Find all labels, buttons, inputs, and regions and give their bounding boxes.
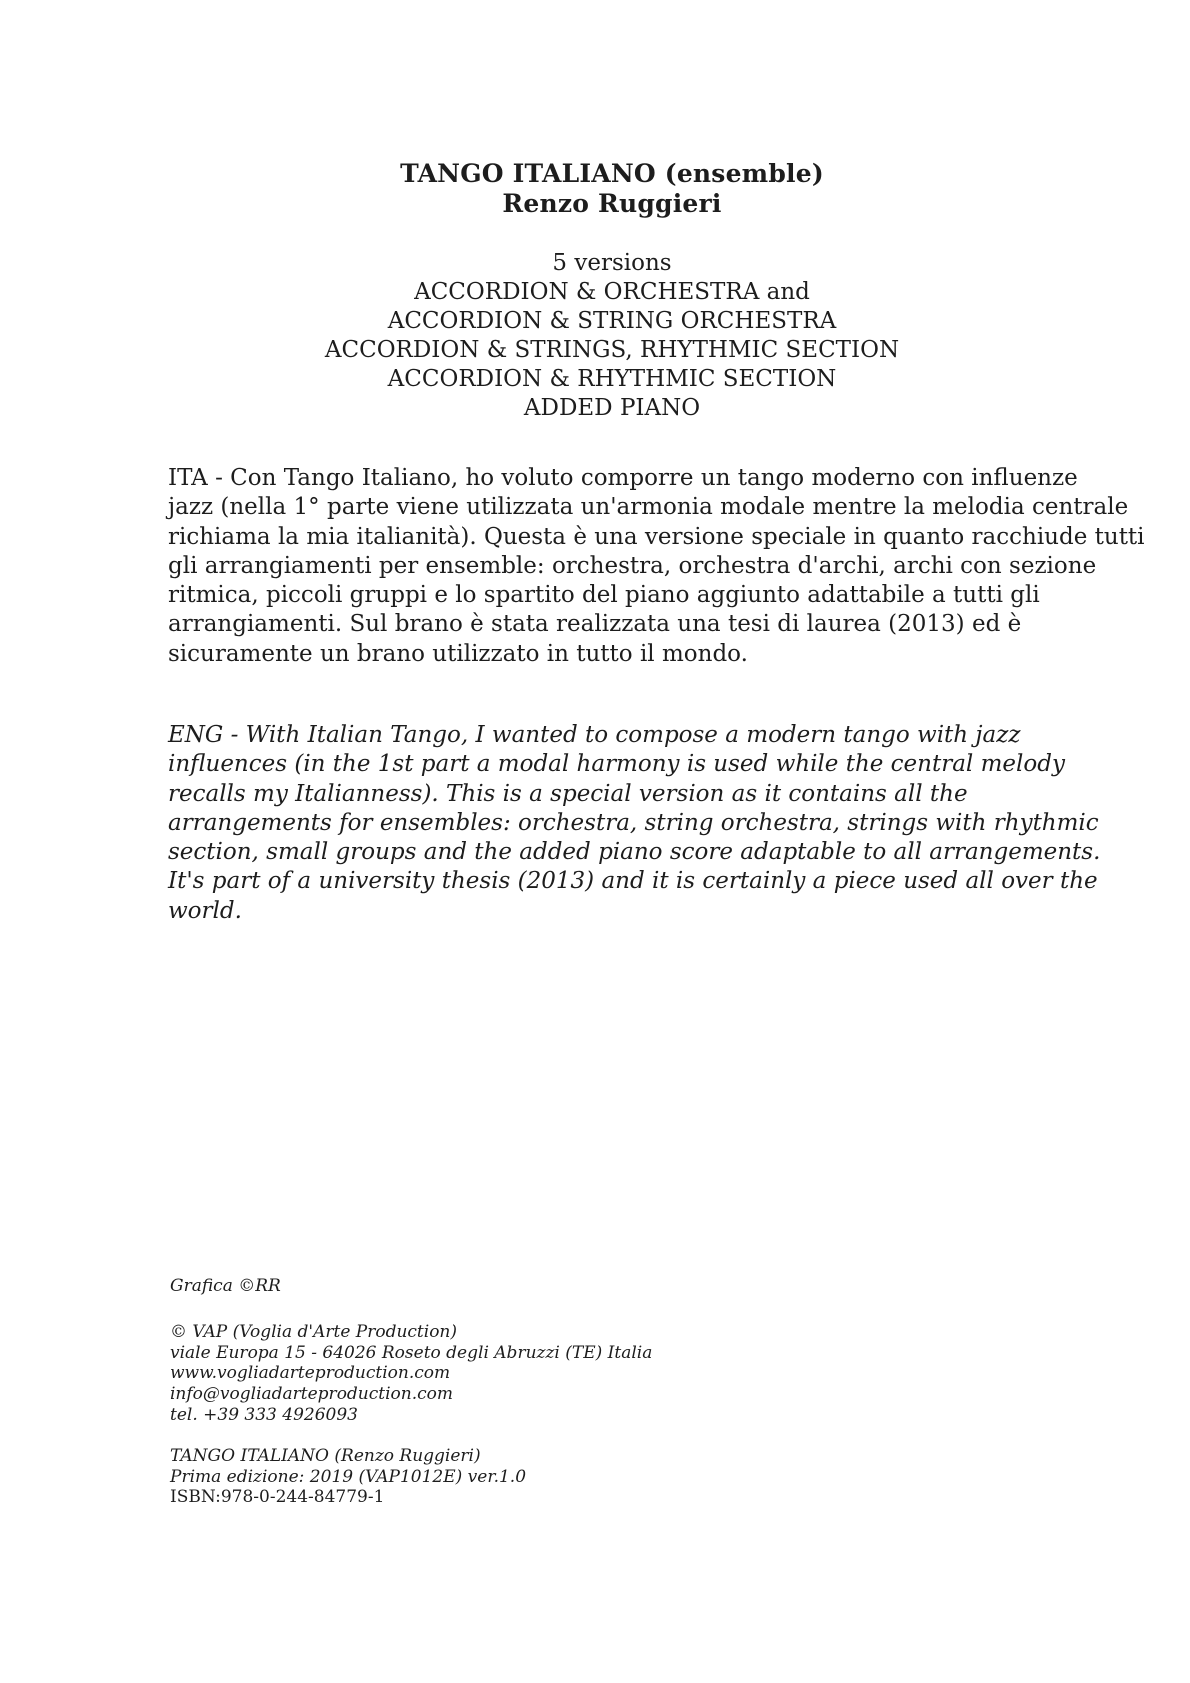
composer-name: Renzo Ruggieri — [502, 189, 722, 218]
publisher-website: www.vogliadarteproduction.com — [170, 1363, 451, 1384]
description-english-line: influences (in the 1st part a modal harmony is used while the central melody — [168, 751, 1065, 778]
description-italian-line: sicuramente un brano utilizzato in tutto il mondo. — [168, 640, 748, 667]
version-line: ACCORDION & RHYTHMIC SECTION — [387, 366, 837, 392]
version-line: ADDED PIANO — [523, 395, 701, 421]
version-line: ACCORDION & ORCHESTRA and — [414, 279, 810, 305]
description-english-line: recalls my Italianness). This is a special version as it contains all the — [168, 780, 968, 807]
publisher-phone: tel. +39 333 4926093 — [170, 1404, 358, 1425]
isbn-number: ISBN:978-0-244-84779-1 — [170, 1487, 385, 1508]
description-english-line: world. — [168, 897, 242, 924]
description-english-line: arrangements for ensembles: orchestra, string orchestra, strings with rhythmic — [168, 809, 1099, 836]
edition-block — [170, 1446, 526, 1508]
document-title: TANGO ITALIANO (ensemble) — [400, 159, 824, 188]
version-line: ACCORDION & STRING ORCHESTRA — [387, 308, 837, 334]
description-italian-line: gli arrangiamenti per ensemble: orchestra, orchestra d'archi, archi con sezione — [168, 552, 1097, 579]
description-italian — [168, 464, 1145, 669]
description-italian-line: jazz (nella 1° parte viene utilizzata un'armonia modale mentre la melodia centrale — [168, 494, 1129, 521]
versions-count-label: 5 versions — [552, 250, 672, 276]
description-english-line: ENG - With Italian Tango, I wanted to compose a modern tango with jazz — [168, 722, 1021, 748]
publisher-copyright: © VAP (Voglia d'Arte Production) — [170, 1322, 458, 1342]
description-english-line: section, small groups and the added piano score adaptable to all arrangements. — [168, 839, 1101, 866]
description-italian-line: ITA - Con Tango Italiano, ho voluto comporre un tango moderno con influenze — [168, 465, 1078, 491]
edition-title: TANGO ITALIANO (Renzo Ruggieri) — [170, 1446, 481, 1466]
publisher-email: info@vogliadarteproduction.com — [170, 1384, 454, 1405]
graphics-credit: Grafica ©RR — [170, 1276, 281, 1296]
description-english-line: It's part of a university thesis (2013) and it is certainly a piece used all over the — [168, 868, 1098, 895]
description-italian-line: arrangiamenti. Sul brano è stata realizzata una tesi di laurea (2013) ed è — [168, 611, 1022, 638]
header-block — [168, 159, 1056, 423]
publisher-block — [170, 1322, 652, 1426]
version-line: ACCORDION & STRINGS, RHYTHMIC SECTION — [324, 337, 900, 363]
edition-info: Prima edizione: 2019 (VAP1012E) ver.1.0 — [170, 1466, 527, 1487]
versions-block — [168, 249, 1056, 423]
description-italian-line: ritmica, piccoli gruppi e lo spartito del piano aggiunto adattabile a tutti gli — [168, 582, 1040, 609]
description-italian-line: richiama la mia italianità). Questa è una versione speciale in quanto racchiude tutti — [168, 523, 1145, 550]
description-english — [168, 721, 1100, 926]
publisher-address: viale Europa 15 - 64026 Roseto degli Abruzzi (TE) Italia — [170, 1342, 653, 1363]
